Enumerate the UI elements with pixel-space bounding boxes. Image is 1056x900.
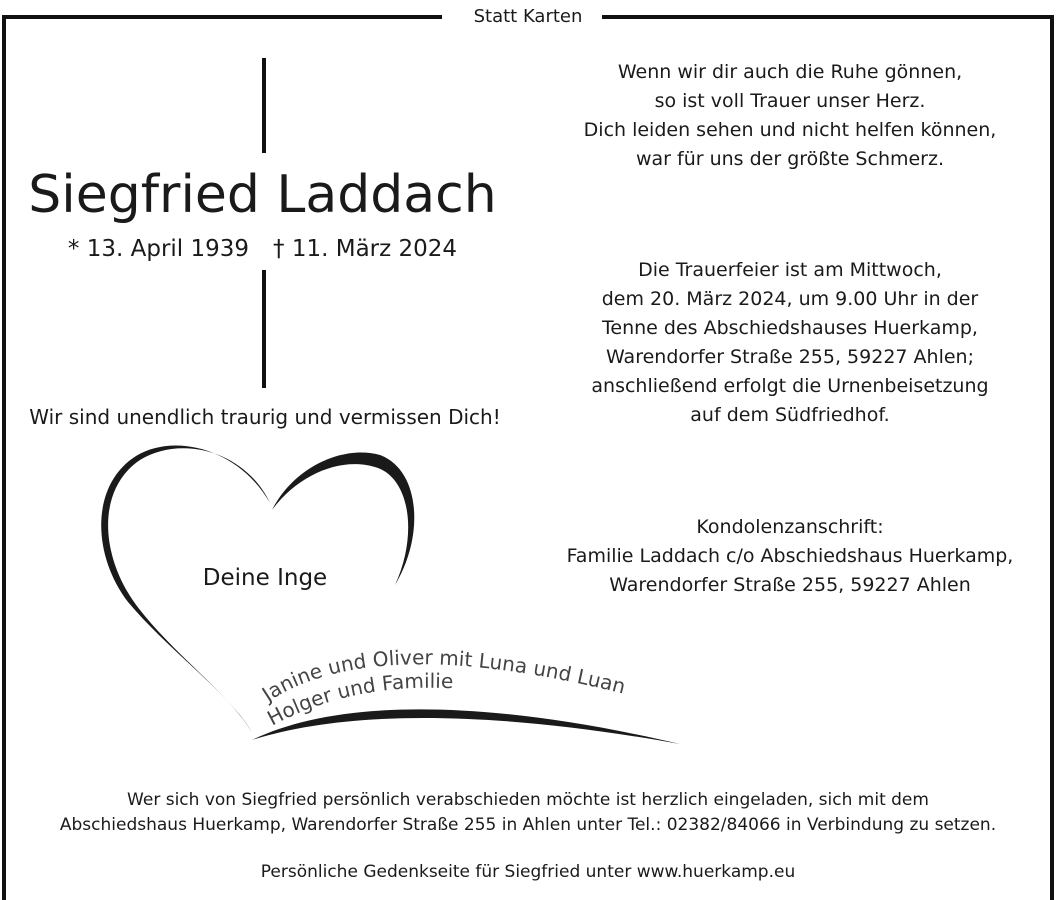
- condolence-line: Kondolenzanschrift:: [696, 516, 884, 538]
- cross-bar-top: [262, 58, 266, 153]
- footer-invitation: [0, 788, 1056, 838]
- service-line: Warendorfer Straße 255, 59227 Ahlen;: [605, 346, 974, 368]
- service-line: auf dem Südfriedhof.: [690, 404, 890, 426]
- heart-graphic: [0, 440, 700, 760]
- life-dates: [20, 232, 505, 266]
- service-line: Die Trauerfeier ist am Mittwoch,: [638, 259, 942, 281]
- footer-invitation-line: Abschiedshaus Huerkamp, Warendorfer Straße 255 in Ahlen unter Tel.: 02382/84066 in Verbindung zu setzen.: [59, 815, 997, 835]
- poem-line: so ist voll Trauer unser Herz.: [654, 90, 926, 112]
- poem-line: Dich leiden sehen und nicht helfen können,: [583, 119, 997, 141]
- right-border: [1050, 15, 1054, 900]
- condolence-line: Warendorfer Straße 255, 59227 Ahlen: [609, 574, 971, 596]
- footer-memorial-link: Persönliche Gedenkseite für Siegfried unter www.huerkamp.eu: [260, 862, 796, 882]
- deceased-name: Siegfried Laddach: [28, 165, 497, 225]
- poem: [530, 58, 1050, 174]
- signer-main: Deine Inge: [202, 565, 328, 591]
- birth-date: * 13. April 1939: [67, 236, 250, 262]
- footer-invitation-line: Wer sich von Siegfried persönlich verabschieden möchte ist herzlich eingeladen, sich mit dem: [127, 790, 929, 810]
- signer-line-2-path: Holger und Familie: [263, 668, 454, 731]
- header-label: Statt Karten: [0, 4, 1056, 30]
- service-info: [530, 256, 1050, 430]
- service-line: Tenne des Abschiedshauses Huerkamp,: [602, 317, 978, 339]
- death-date: † 11. März 2024: [273, 236, 458, 262]
- cross-bar-bottom: [262, 270, 266, 388]
- service-line: dem 20. März 2024, um 9.00 Uhr in der: [601, 288, 979, 310]
- service-line: anschließend erfolgt die Urnenbeisetzung: [591, 375, 989, 397]
- tagline: Wir sind unendlich traurig und vermissen Dich!: [29, 405, 501, 429]
- poem-line: war für uns der größte Schmerz.: [635, 148, 945, 170]
- poem-line: Wenn wir dir auch die Ruhe gönnen,: [617, 61, 963, 83]
- signer-line-1-path: Janine und Oliver mit Luna und Luan: [257, 645, 628, 707]
- condolence-line: Familie Laddach c/o Abschiedshaus Huerkamp,: [566, 545, 1014, 567]
- heart-bottom-swoosh: [252, 709, 680, 744]
